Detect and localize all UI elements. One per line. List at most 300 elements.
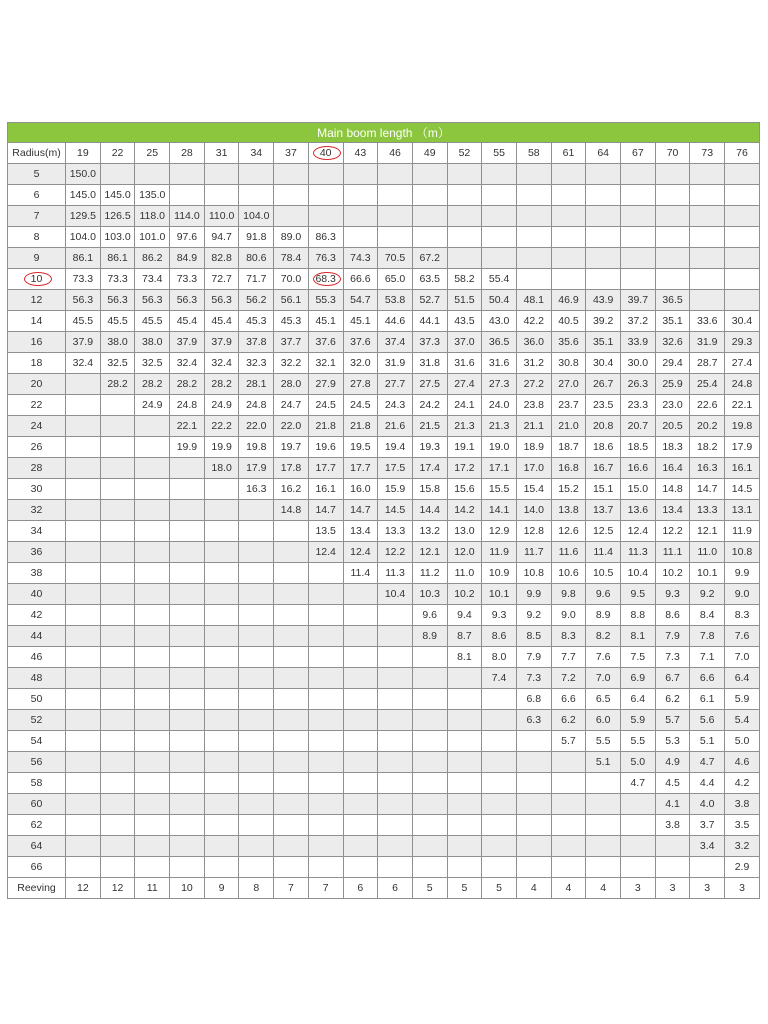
capacity-cell xyxy=(204,710,239,731)
capacity-cell xyxy=(274,689,309,710)
capacity-cell xyxy=(170,500,205,521)
capacity-cell: 56.3 xyxy=(66,290,101,311)
capacity-cell: 37.6 xyxy=(343,332,378,353)
capacity-cell: 19.8 xyxy=(239,437,274,458)
capacity-cell xyxy=(100,794,135,815)
capacity-cell: 10.4 xyxy=(621,563,656,584)
capacity-cell xyxy=(66,416,101,437)
capacity-cell: 24.7 xyxy=(274,395,309,416)
capacity-cell: 14.8 xyxy=(655,479,690,500)
capacity-cell: 7.8 xyxy=(690,626,725,647)
capacity-cell xyxy=(412,752,447,773)
capacity-cell: 30.4 xyxy=(725,311,760,332)
capacity-cell xyxy=(274,815,309,836)
capacity-cell xyxy=(412,731,447,752)
capacity-cell xyxy=(274,563,309,584)
capacity-cell: 150.0 xyxy=(66,164,101,185)
capacity-cell: 37.0 xyxy=(447,332,482,353)
capacity-cell xyxy=(308,626,343,647)
capacity-cell: 14.1 xyxy=(482,500,517,521)
capacity-cell xyxy=(135,563,170,584)
boom-length-header: 55 xyxy=(482,143,517,164)
capacity-cell: 37.9 xyxy=(170,332,205,353)
capacity-cell: 45.3 xyxy=(274,311,309,332)
capacity-cell: 23.7 xyxy=(551,395,586,416)
radius-cell: 6 xyxy=(8,185,66,206)
capacity-cell: 28.2 xyxy=(100,374,135,395)
capacity-cell: 31.2 xyxy=(516,353,551,374)
capacity-cell: 101.0 xyxy=(135,227,170,248)
capacity-cell xyxy=(274,605,309,626)
capacity-cell: 44.1 xyxy=(412,311,447,332)
table-row xyxy=(8,542,760,563)
capacity-cell xyxy=(204,500,239,521)
capacity-cell: 18.5 xyxy=(621,437,656,458)
boom-length-header: 64 xyxy=(586,143,621,164)
capacity-cell xyxy=(690,185,725,206)
capacity-cell xyxy=(621,206,656,227)
capacity-cell: 45.1 xyxy=(343,311,378,332)
capacity-cell: 33.6 xyxy=(690,311,725,332)
capacity-cell xyxy=(343,689,378,710)
capacity-cell xyxy=(308,689,343,710)
capacity-cell: 15.4 xyxy=(516,479,551,500)
capacity-cell: 51.5 xyxy=(447,290,482,311)
capacity-cell xyxy=(308,206,343,227)
table-row xyxy=(8,164,760,185)
capacity-cell xyxy=(66,689,101,710)
reeving-cell: 7 xyxy=(308,878,343,899)
capacity-cell xyxy=(66,794,101,815)
capacity-cell: 3.8 xyxy=(655,815,690,836)
capacity-cell xyxy=(447,206,482,227)
reeving-cell: 4 xyxy=(551,878,586,899)
capacity-cell: 8.4 xyxy=(690,605,725,626)
capacity-cell xyxy=(586,227,621,248)
radius-cell: 30 xyxy=(8,479,66,500)
capacity-cell xyxy=(378,815,413,836)
capacity-cell: 16.1 xyxy=(725,458,760,479)
table-row xyxy=(8,500,760,521)
capacity-cell: 4.7 xyxy=(690,752,725,773)
capacity-cell xyxy=(551,857,586,878)
capacity-cell: 14.5 xyxy=(725,479,760,500)
radius-cell: 48 xyxy=(8,668,66,689)
capacity-cell xyxy=(378,857,413,878)
capacity-cell xyxy=(343,605,378,626)
capacity-cell xyxy=(170,164,205,185)
capacity-cell: 5.3 xyxy=(655,731,690,752)
capacity-cell xyxy=(378,605,413,626)
capacity-cell xyxy=(412,836,447,857)
capacity-cell xyxy=(551,836,586,857)
capacity-cell: 7.2 xyxy=(551,668,586,689)
capacity-cell: 24.3 xyxy=(378,395,413,416)
capacity-cell: 37.6 xyxy=(308,332,343,353)
capacity-cell: 9.4 xyxy=(447,605,482,626)
capacity-cell: 9.8 xyxy=(551,584,586,605)
capacity-cell xyxy=(239,626,274,647)
capacity-cell: 129.5 xyxy=(66,206,101,227)
capacity-cell xyxy=(412,710,447,731)
capacity-cell xyxy=(516,206,551,227)
capacity-cell xyxy=(343,668,378,689)
capacity-cell xyxy=(135,710,170,731)
capacity-cell: 26.7 xyxy=(586,374,621,395)
capacity-cell xyxy=(100,857,135,878)
radius-cell: 54 xyxy=(8,731,66,752)
reeving-cell: 12 xyxy=(100,878,135,899)
capacity-cell xyxy=(690,857,725,878)
capacity-cell xyxy=(100,626,135,647)
capacity-cell xyxy=(447,185,482,206)
capacity-cell xyxy=(66,668,101,689)
capacity-cell xyxy=(204,689,239,710)
capacity-cell xyxy=(412,689,447,710)
capacity-cell xyxy=(239,605,274,626)
capacity-cell: 12.4 xyxy=(343,542,378,563)
capacity-cell: 54.7 xyxy=(343,290,378,311)
capacity-cell xyxy=(621,269,656,290)
reeving-cell: 10 xyxy=(170,878,205,899)
capacity-cell: 9.0 xyxy=(725,584,760,605)
capacity-cell xyxy=(274,206,309,227)
capacity-cell: 8.9 xyxy=(412,626,447,647)
capacity-cell: 84.9 xyxy=(170,248,205,269)
capacity-cell xyxy=(378,647,413,668)
capacity-cell xyxy=(308,815,343,836)
capacity-cell xyxy=(100,605,135,626)
capacity-cell: 15.9 xyxy=(378,479,413,500)
capacity-cell: 35.6 xyxy=(551,332,586,353)
capacity-cell: 9.3 xyxy=(655,584,690,605)
capacity-cell: 97.6 xyxy=(170,227,205,248)
capacity-cell: 6.2 xyxy=(655,689,690,710)
capacity-cell: 37.9 xyxy=(66,332,101,353)
capacity-cell: 8.9 xyxy=(586,605,621,626)
capacity-cell xyxy=(100,815,135,836)
capacity-cell xyxy=(516,269,551,290)
capacity-cell xyxy=(482,206,517,227)
capacity-cell xyxy=(447,689,482,710)
capacity-cell xyxy=(378,689,413,710)
radius-cell: 12 xyxy=(8,290,66,311)
capacity-cell: 22.1 xyxy=(725,395,760,416)
capacity-cell xyxy=(308,647,343,668)
capacity-cell xyxy=(135,437,170,458)
boom-length-header: 28 xyxy=(170,143,205,164)
capacity-cell xyxy=(412,794,447,815)
capacity-cell: 45.1 xyxy=(308,311,343,332)
capacity-cell: 32.6 xyxy=(655,332,690,353)
capacity-cell xyxy=(204,647,239,668)
table-row xyxy=(8,227,760,248)
capacity-cell xyxy=(516,794,551,815)
capacity-cell: 27.7 xyxy=(378,374,413,395)
capacity-cell xyxy=(308,164,343,185)
capacity-cell: 52.7 xyxy=(412,290,447,311)
capacity-cell xyxy=(343,647,378,668)
capacity-cell xyxy=(516,227,551,248)
capacity-cell: 78.4 xyxy=(274,248,309,269)
capacity-cell: 135.0 xyxy=(135,185,170,206)
capacity-cell xyxy=(170,752,205,773)
capacity-cell: 24.9 xyxy=(204,395,239,416)
capacity-cell xyxy=(412,185,447,206)
capacity-cell: 22.0 xyxy=(274,416,309,437)
capacity-cell: 118.0 xyxy=(135,206,170,227)
capacity-cell: 13.2 xyxy=(412,521,447,542)
capacity-cell xyxy=(239,185,274,206)
capacity-cell: 10.1 xyxy=(690,563,725,584)
capacity-cell: 30.4 xyxy=(586,353,621,374)
table-row xyxy=(8,626,760,647)
capacity-cell xyxy=(621,857,656,878)
capacity-cell xyxy=(170,584,205,605)
capacity-cell xyxy=(655,857,690,878)
capacity-cell: 32.0 xyxy=(343,353,378,374)
capacity-cell xyxy=(378,206,413,227)
radius-cell: 38 xyxy=(8,563,66,584)
capacity-cell xyxy=(66,815,101,836)
table-title: Main boom length （m） xyxy=(8,123,760,143)
capacity-cell xyxy=(274,836,309,857)
capacity-cell xyxy=(447,227,482,248)
capacity-cell xyxy=(274,542,309,563)
capacity-cell xyxy=(274,164,309,185)
capacity-cell xyxy=(135,857,170,878)
capacity-cell xyxy=(551,773,586,794)
capacity-cell xyxy=(170,668,205,689)
capacity-cell xyxy=(100,521,135,542)
capacity-cell: 5.1 xyxy=(586,752,621,773)
capacity-cell xyxy=(551,815,586,836)
capacity-cell xyxy=(100,479,135,500)
capacity-cell xyxy=(135,542,170,563)
capacity-cell xyxy=(239,710,274,731)
capacity-cell: 36.0 xyxy=(516,332,551,353)
capacity-cell: 6.7 xyxy=(655,668,690,689)
capacity-cell: 15.0 xyxy=(621,479,656,500)
capacity-cell xyxy=(447,731,482,752)
capacity-cell xyxy=(482,248,517,269)
capacity-cell xyxy=(621,227,656,248)
capacity-cell: 10.8 xyxy=(516,563,551,584)
capacity-cell: 23.3 xyxy=(621,395,656,416)
capacity-cell xyxy=(204,479,239,500)
table-row xyxy=(8,794,760,815)
capacity-cell: 7.5 xyxy=(621,647,656,668)
capacity-cell: 19.3 xyxy=(412,437,447,458)
capacity-cell xyxy=(308,794,343,815)
capacity-cell xyxy=(586,248,621,269)
reeving-cell: 3 xyxy=(725,878,760,899)
capacity-cell xyxy=(66,773,101,794)
capacity-cell: 28.2 xyxy=(204,374,239,395)
capacity-cell xyxy=(239,584,274,605)
capacity-cell: 22.0 xyxy=(239,416,274,437)
capacity-cell xyxy=(66,521,101,542)
capacity-cell: 68.3 xyxy=(308,269,343,290)
capacity-cell: 5.5 xyxy=(586,731,621,752)
capacity-cell xyxy=(170,521,205,542)
capacity-cell: 38.0 xyxy=(135,332,170,353)
capacity-cell: 8.7 xyxy=(447,626,482,647)
capacity-cell xyxy=(551,185,586,206)
capacity-cell: 8.6 xyxy=(482,626,517,647)
capacity-cell xyxy=(551,794,586,815)
capacity-cell: 86.1 xyxy=(66,248,101,269)
capacity-cell: 28.7 xyxy=(690,353,725,374)
capacity-cell: 31.6 xyxy=(447,353,482,374)
capacity-cell xyxy=(447,773,482,794)
capacity-cell: 56.1 xyxy=(274,290,309,311)
radius-cell: 26 xyxy=(8,437,66,458)
capacity-cell xyxy=(135,815,170,836)
table-row xyxy=(8,332,760,353)
capacity-cell: 13.7 xyxy=(586,500,621,521)
capacity-cell: 48.1 xyxy=(516,290,551,311)
capacity-cell xyxy=(621,164,656,185)
capacity-cell xyxy=(378,185,413,206)
table-row xyxy=(8,815,760,836)
capacity-cell: 23.8 xyxy=(516,395,551,416)
capacity-cell xyxy=(551,227,586,248)
capacity-cell: 8.1 xyxy=(447,647,482,668)
capacity-cell: 44.6 xyxy=(378,311,413,332)
table-row xyxy=(8,752,760,773)
capacity-cell xyxy=(170,542,205,563)
capacity-cell xyxy=(66,626,101,647)
capacity-cell: 13.3 xyxy=(690,500,725,521)
capacity-cell: 7.0 xyxy=(725,647,760,668)
capacity-cell xyxy=(725,185,760,206)
table-row xyxy=(8,773,760,794)
table-row xyxy=(8,353,760,374)
capacity-cell: 39.7 xyxy=(621,290,656,311)
capacity-cell xyxy=(725,227,760,248)
capacity-cell xyxy=(412,206,447,227)
capacity-cell xyxy=(586,164,621,185)
table-row xyxy=(8,563,760,584)
capacity-cell: 30.8 xyxy=(551,353,586,374)
capacity-cell: 56.3 xyxy=(135,290,170,311)
capacity-cell xyxy=(170,794,205,815)
capacity-cell: 24.1 xyxy=(447,395,482,416)
capacity-cell: 19.0 xyxy=(482,437,517,458)
capacity-cell xyxy=(170,563,205,584)
capacity-cell xyxy=(725,164,760,185)
capacity-cell: 71.7 xyxy=(239,269,274,290)
capacity-cell: 3.4 xyxy=(690,836,725,857)
capacity-cell xyxy=(447,710,482,731)
capacity-cell xyxy=(135,164,170,185)
capacity-cell xyxy=(239,731,274,752)
capacity-cell xyxy=(655,185,690,206)
capacity-cell: 24.8 xyxy=(725,374,760,395)
capacity-cell: 11.2 xyxy=(412,563,447,584)
capacity-cell xyxy=(343,206,378,227)
capacity-cell xyxy=(378,626,413,647)
capacity-cell xyxy=(239,521,274,542)
capacity-cell xyxy=(66,542,101,563)
capacity-cell xyxy=(516,164,551,185)
capacity-cell xyxy=(690,164,725,185)
radius-cell: 20 xyxy=(8,374,66,395)
capacity-cell: 86.2 xyxy=(135,248,170,269)
capacity-cell: 14.7 xyxy=(308,500,343,521)
capacity-cell: 24.9 xyxy=(135,395,170,416)
capacity-cell: 103.0 xyxy=(100,227,135,248)
capacity-cell: 7.1 xyxy=(690,647,725,668)
reeving-row xyxy=(8,878,760,899)
capacity-cell xyxy=(655,248,690,269)
capacity-cell: 104.0 xyxy=(239,206,274,227)
table-row xyxy=(8,479,760,500)
capacity-cell xyxy=(204,815,239,836)
capacity-cell: 15.6 xyxy=(447,479,482,500)
capacity-cell xyxy=(204,605,239,626)
capacity-cell xyxy=(66,479,101,500)
capacity-cell: 10.3 xyxy=(412,584,447,605)
capacity-cell: 16.6 xyxy=(621,458,656,479)
capacity-cell xyxy=(343,752,378,773)
capacity-cell: 13.1 xyxy=(725,500,760,521)
capacity-cell: 12.6 xyxy=(551,521,586,542)
capacity-cell xyxy=(551,248,586,269)
reeving-cell: 4 xyxy=(516,878,551,899)
capacity-cell: 5.5 xyxy=(621,731,656,752)
capacity-cell: 12.9 xyxy=(482,521,517,542)
capacity-cell: 12.4 xyxy=(621,521,656,542)
table-row xyxy=(8,668,760,689)
radius-cell: 58 xyxy=(8,773,66,794)
capacity-cell: 21.3 xyxy=(482,416,517,437)
boom-length-header: 31 xyxy=(204,143,239,164)
capacity-cell xyxy=(655,227,690,248)
capacity-cell: 72.7 xyxy=(204,269,239,290)
capacity-cell xyxy=(274,731,309,752)
capacity-cell: 63.5 xyxy=(412,269,447,290)
capacity-cell xyxy=(447,815,482,836)
capacity-cell xyxy=(308,605,343,626)
boom-length-header: 22 xyxy=(100,143,135,164)
capacity-cell xyxy=(690,206,725,227)
capacity-cell xyxy=(586,206,621,227)
capacity-cell xyxy=(586,773,621,794)
capacity-cell xyxy=(412,164,447,185)
radius-cell: 50 xyxy=(8,689,66,710)
capacity-cell: 21.5 xyxy=(412,416,447,437)
capacity-cell: 6.9 xyxy=(621,668,656,689)
capacity-cell: 32.4 xyxy=(204,353,239,374)
radius-cell: 46 xyxy=(8,647,66,668)
capacity-cell: 21.8 xyxy=(308,416,343,437)
capacity-cell xyxy=(378,227,413,248)
capacity-cell xyxy=(308,836,343,857)
capacity-cell xyxy=(170,605,205,626)
radius-cell: 8 xyxy=(8,227,66,248)
table-row xyxy=(8,647,760,668)
capacity-cell xyxy=(343,164,378,185)
reeving-cell: 4 xyxy=(586,878,621,899)
capacity-cell: 8.3 xyxy=(725,605,760,626)
radius-cell: 56 xyxy=(8,752,66,773)
capacity-cell xyxy=(482,794,517,815)
capacity-cell: 65.0 xyxy=(378,269,413,290)
capacity-cell: 5.0 xyxy=(621,752,656,773)
capacity-cell: 12.8 xyxy=(516,521,551,542)
